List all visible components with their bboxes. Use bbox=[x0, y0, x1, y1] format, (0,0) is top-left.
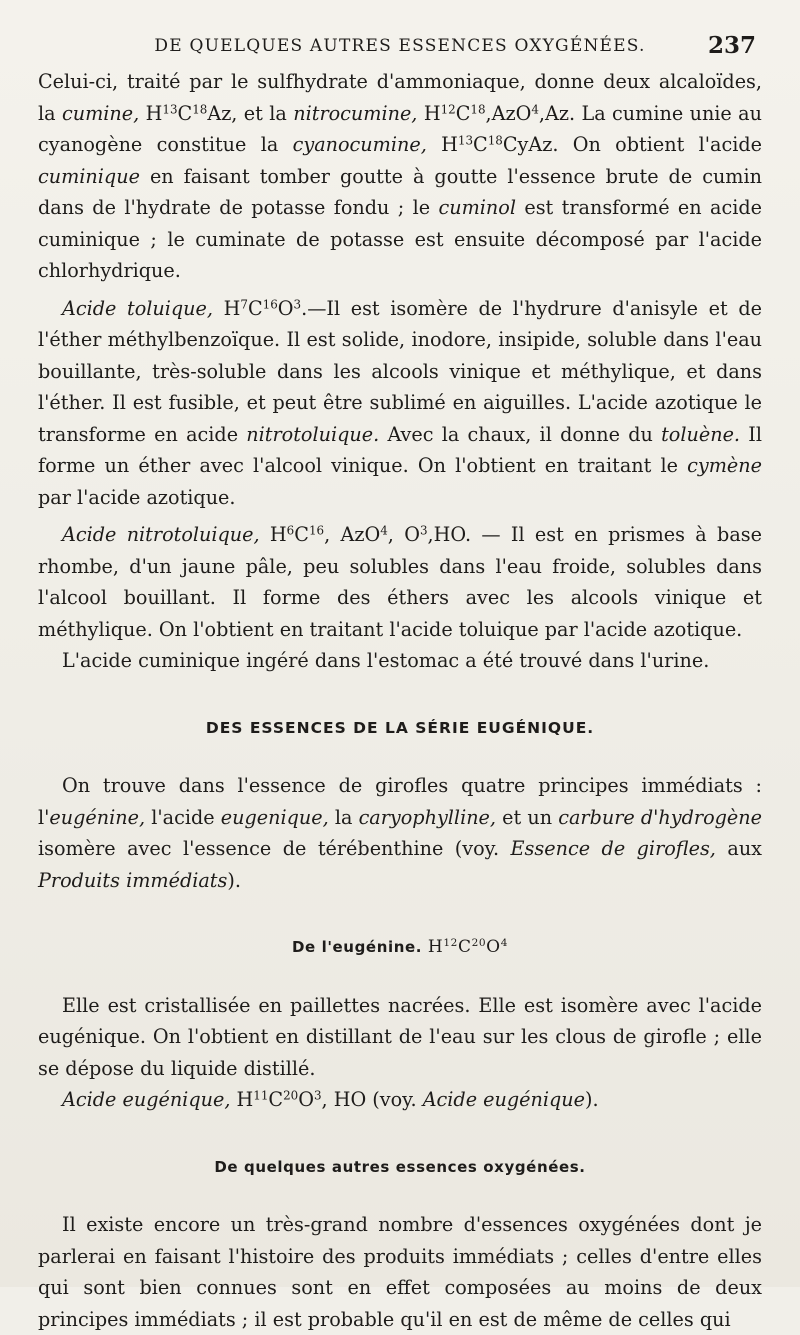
formula-element: C bbox=[457, 937, 472, 957]
paragraph-autres-essences: Il existe encore un très-grand nombre d'essences oxygénées dont je parlerai en faisant l'histoire des produits immédiats ; celles d'entre elles qui sont bien connues sont en effet composées au moins de deux principes immédiats ; il est probable qu'il en est de même de celles qui bbox=[38, 1213, 762, 1331]
text-run: C bbox=[268, 1088, 284, 1111]
text-run: Az, et la bbox=[207, 101, 294, 125]
text-run: Avec la chaux, il donne du bbox=[379, 422, 662, 446]
text-run: l'acide bbox=[145, 805, 221, 829]
italic-term: Acide toluique, bbox=[62, 296, 213, 320]
text-run: et un bbox=[496, 805, 559, 829]
italic-term: Essence de girofles, bbox=[510, 837, 716, 860]
italic-term: caryophylline, bbox=[358, 805, 497, 829]
text-run: H bbox=[417, 101, 441, 125]
section-heading-autres-essences: De quelques autres essences oxygénées. bbox=[214, 1157, 586, 1176]
text-run: est transformé en acide cuminique ; le cuminate de potasse est ensuite décomposé par l'acide chlorhydrique. bbox=[38, 196, 762, 282]
paragraph-acide-eugenique bbox=[38, 1084, 762, 1116]
formula-index: 4 bbox=[531, 101, 539, 116]
formula-index: 16 bbox=[308, 523, 325, 538]
text-run: Il forme un éther avec l'alcool vinique. On l'obtient en traitant le bbox=[38, 422, 762, 477]
text-run: C bbox=[177, 101, 193, 125]
page-number: 237 bbox=[707, 32, 756, 59]
formula-element: O bbox=[486, 937, 501, 957]
paragraph-girofles bbox=[38, 770, 762, 896]
text-run: par l'acide azotique. bbox=[38, 485, 236, 509]
text-run: ,HO. — Il est en prismes à base rhombe, d'un jaune pâle, peu solubles dans l'eau froide, solubles dans l'alcool bouillant. Il forme des éthers avec les alcools vinique et méthylique. On l'obtient en traitant l'acide toluique par l'acide azotique. bbox=[38, 523, 762, 641]
text-run: en faisant tomber goutte à goutte l'essence brute de cumin dans de l'hydrate de potasse fondu ; le bbox=[38, 164, 762, 219]
text-run: , HO (voy. bbox=[321, 1088, 423, 1111]
paragraph-eugenine: Elle est cristallisée en paillettes nacrées. Elle est isomère avec l'acide eugénique. On l'obtient en distillant de l'eau sur les clous de girofle ; elle se dépose du liquide distillé. bbox=[38, 993, 762, 1080]
formula-index: 18 bbox=[487, 133, 503, 148]
italic-term: nitrotoluique. bbox=[246, 422, 380, 446]
paragraph-cumine bbox=[38, 66, 762, 287]
section-heading-serie-eugenique: DES ESSENCES DE LA SÉRIE EUGÉNIQUE. bbox=[205, 718, 595, 737]
text-run: aux bbox=[715, 837, 763, 860]
italic-term: Produits immédiats bbox=[38, 868, 228, 892]
heading-label: De l'eugénine. bbox=[291, 938, 423, 956]
text-run: , O bbox=[387, 523, 420, 546]
formula-index: 12 bbox=[440, 101, 456, 116]
formula-index: 4 bbox=[500, 937, 509, 950]
formula-index: 20 bbox=[283, 1088, 299, 1103]
formula-index: 13 bbox=[162, 101, 178, 116]
running-head bbox=[0, 32, 800, 66]
italic-term: eugenique, bbox=[220, 805, 329, 829]
text-run: ). bbox=[585, 1088, 599, 1111]
text-run: ,Az. La cumine unie au cyanogène constitue la bbox=[38, 101, 762, 156]
heading-formula bbox=[428, 937, 508, 957]
italic-term: Acide eugénique bbox=[422, 1088, 586, 1111]
italic-term: cymène bbox=[687, 454, 762, 477]
text-body bbox=[38, 66, 762, 1335]
paragraph-acide-toluique bbox=[38, 293, 762, 514]
italic-term: eugénine, bbox=[49, 805, 146, 829]
formula-index: 3 bbox=[419, 523, 428, 538]
formula-index: 18 bbox=[470, 101, 486, 116]
text-run: H bbox=[230, 1088, 254, 1111]
formula-index: 16 bbox=[262, 296, 278, 311]
section-heading-eugenine bbox=[38, 932, 762, 964]
italic-term: Acide nitrotoluique, bbox=[62, 523, 260, 546]
italic-term: Acide eugénique, bbox=[62, 1088, 231, 1111]
formula-index: 18 bbox=[192, 101, 208, 116]
text-run: C bbox=[473, 133, 488, 156]
formula-index: 6 bbox=[286, 523, 295, 538]
formula-index: 13 bbox=[457, 133, 474, 148]
text-run: isomère avec l'essence de térébenthine (voy. bbox=[38, 837, 511, 860]
text-run: H bbox=[426, 133, 458, 156]
formula-element: H bbox=[427, 937, 444, 957]
formula-index: 20 bbox=[471, 937, 487, 950]
text-run: H bbox=[139, 101, 163, 125]
running-title: DE QUELQUES AUTRES ESSENCES OXYGÉNÉES. bbox=[154, 36, 646, 56]
text-run: ,AzO bbox=[485, 101, 532, 125]
formula-index: 11 bbox=[253, 1088, 269, 1103]
italic-term: cumine, bbox=[61, 101, 140, 125]
text-run: O bbox=[298, 1088, 314, 1111]
text-run: .—Il est isomère de l'hydrure d'anisyle et de l'éther méthylbenzoïque. Il est solide, inodore, insipide, soluble dans l'eau bouillante, très-soluble dans les alcools vinique et méthylique, et dans l'éther. Il est fusible, et peut être sublimé en aiguilles. L'acide azotique le transforme en acide bbox=[38, 296, 762, 446]
italic-term: cuminol bbox=[438, 196, 516, 219]
text-run: C bbox=[247, 296, 263, 320]
text-run: ). bbox=[227, 868, 241, 892]
text-run: H bbox=[259, 523, 287, 546]
text-run: CyAz. On obtient l'acide bbox=[502, 133, 762, 156]
text-run: C bbox=[455, 101, 471, 125]
text-run: Celui-ci, traité par le sulfhydrate d'ammoniaque, donne deux alcaloïdes, la bbox=[38, 70, 762, 125]
italic-term: cyanocumine, bbox=[292, 133, 427, 156]
text-run: On trouve dans l'essence de girofles quatre principes immédiats : l' bbox=[38, 774, 762, 829]
formula-index: 3 bbox=[293, 296, 302, 311]
italic-term: carbure d'hydrogène bbox=[558, 805, 762, 829]
italic-term: toluène. bbox=[661, 422, 741, 446]
formula-index: 7 bbox=[240, 296, 248, 311]
paragraph-acide-nitrotoluique bbox=[38, 519, 762, 645]
italic-term: cuminique bbox=[38, 164, 140, 188]
italic-term: nitrocumine, bbox=[293, 101, 418, 125]
formula-index: 3 bbox=[313, 1088, 322, 1103]
formula-index: 12 bbox=[443, 937, 458, 950]
text-run: C bbox=[294, 523, 309, 546]
paragraph-urine: L'acide cuminique ingéré dans l'estomac a été trouvé dans l'urine. bbox=[62, 649, 710, 672]
formula-index: 4 bbox=[380, 523, 388, 538]
text-run: O bbox=[277, 296, 294, 320]
text-run: la bbox=[328, 805, 359, 829]
text-run: H bbox=[213, 296, 241, 320]
text-run: , AzO bbox=[324, 523, 381, 546]
